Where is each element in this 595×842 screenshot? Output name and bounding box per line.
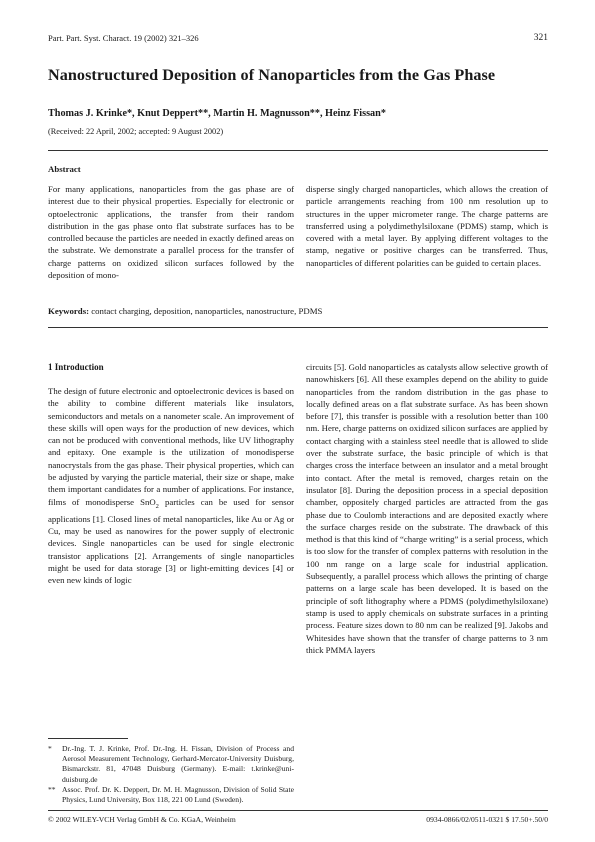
sno2-formula: SnO — [140, 496, 156, 507]
keywords-text: contact charging, deposition, nanoparticles, nanostructure, PDMS — [89, 306, 323, 316]
sno2-subscript: 2 — [155, 502, 159, 510]
top-divider — [48, 150, 548, 151]
abstract-left-column — [48, 183, 294, 281]
article-title: Nanostructured Deposition of Nanoparticles from the Gas Phase — [48, 66, 496, 84]
journal-citation: Part. Part. Syst. Charact. 19 (2002) 321–326 — [48, 33, 199, 43]
footnote-text: Assoc. Prof. Dr. K. Deppert, Dr. M. H. Magnusson, Division of Solid State Physics, Lund University, Box 118, 221 00 Lund (Sweden). — [62, 784, 294, 805]
body-right-column — [306, 361, 548, 656]
footnote-text: Dr.-Ing. T. J. Krinke, Prof. Dr.-Ing. H. Fissan, Division of Process and Aerosol Measurement Technology, Gerhard-Mercator-University Duisburg, Bismarckstr. 81, 47048 Duisburg (Germany). E-mail: t.krinke@uni-duisburg.de — [62, 744, 294, 784]
intro-text-part1: The design of future electronic and optoelectronic devices is based on the ability to combine different materials like insulators, semiconductors and metals on a nanometer scale. An improvement of these skills will open ways for the production of new devices, which can not be produced with conventional methods, like UV lithography and epitaxy. One example is the utilization of monodisperse nanocrystals from the gas phase. Their physical properties, which can be adjusted by varying the particle material, their size or shape, make them important candidates for a number of applications. For instance, films of monodisperse — [48, 386, 294, 507]
abstract-text-right: disperse singly charged nanoparticles, which allows the creation of particle arrangements reaching from 100 nm resolution up to structures in the upper micrometer range. The charge patterns are transferred using a polydimethylsiloxane (PDMS) stamp, which is covered with a metal layer. By applying different voltages to the stamp, negative or positive charges can be transferred. Thus, nanoparticles of different polarities can be guided to certain places. — [306, 184, 548, 268]
received-dates: (Received: 22 April, 2002; accepted: 9 August 2002) — [48, 127, 224, 136]
abstract-divider — [48, 327, 548, 328]
footnote-divider — [48, 738, 128, 739]
keywords-line — [48, 306, 548, 316]
abstract-heading: Abstract — [48, 164, 81, 174]
intro-text-part2: particles can be used for sensor applications [1]. Closed lines of metal nanoparticles, like Au or Ag or Cu, may be used as nanowires for the power supply of electronic devices. Single nanoparticles can be used for single electronic transistor applications [2]. Arrangements of single nanoparticles might be used for data storage [3] or light-emitting devices [4] or even new kinds of logic — [48, 496, 294, 586]
running-head — [48, 33, 548, 43]
author-list: Thomas J. Krinke*, Knut Deppert**, Martin H. Magnusson**, Heinz Fissan* — [48, 108, 386, 119]
footnote-affiliation-2 — [48, 785, 294, 805]
abstract-right-column — [306, 183, 548, 269]
footnote-mark: * — [48, 744, 52, 753]
intro-paragraph-right: circuits [5]. Gold nanoparticles as catalysts allow selective growth of nanowhiskers [6]. All these examples depend on the ability to guide nanoparticles from the random distribution in the gas phase to locally defined areas on a flat substrate surface. As has been shown before [7], this transfer is possible with a resolution better than 100 nm. Here, charge patterns on oxidized silicon surfaces are applied by contact charging with a stainless steel needle that is allowed to slide over the substrate surface, the basic principle of which is that charges cross the interface between an insulator and a metal brought into contact. After the metal is removed, charges retain on the insulator [8]. During the deposition process in a special deposition chamber, oppositely charged particles are attracted from the gas phase due to Coulomb interactions and are deposited exactly where the surface charges reside on the substrate. The drawback of this method is that this kind of “charge writing” is a serial process, which is too slow for the transfer of complex patterns with resolution in the 100 nm range on a large scale for industrial application. Subsequently, a parallel process which allows the printing of charge patterns on a large scale has been developed. It is based on the principle of soft lithography where a PDMS (polydimethylsiloxane) stamp is used to apply chemicals on substrate surfaces in a printing process. Feature sizes down to 80 nm can be realized [9]. Jakobs and Whitesides have shown that the transfer of charge patterns to 3 nm thick PMMA layers — [306, 362, 548, 655]
section-heading-introduction: 1 Introduction — [48, 362, 104, 372]
footnotes — [48, 744, 294, 805]
page-number: 321 — [533, 33, 548, 43]
footnote-mark: ** — [48, 784, 56, 794]
body-left-column — [48, 385, 294, 587]
footnote-affiliation-1 — [48, 744, 294, 785]
footer-copyright: © 2002 WILEY-VCH Verlag GmbH & Co. KGaA, Weinheim — [48, 815, 236, 824]
footer-issn: 0934-0866/02/0511-0321 $ 17.50+.50/0 — [426, 815, 548, 824]
footer-divider — [48, 810, 548, 811]
intro-paragraph-left — [48, 385, 294, 587]
abstract-text-left: For many applications, nanoparticles from the gas phase are of interest due to their physical properties. Especially for electronic or optoelectronic applications, the transfer from their random distribution in the gas phase onto flat substrate surfaces has to be controlled because the particles are needed in exactly defined areas on the substrate. We demonstrate a parallel process for the transfer of charge patterns on oxidized silicon surfaces followed by the deposition of mono- — [48, 184, 294, 281]
keywords-label: Keywords: — [48, 306, 90, 316]
